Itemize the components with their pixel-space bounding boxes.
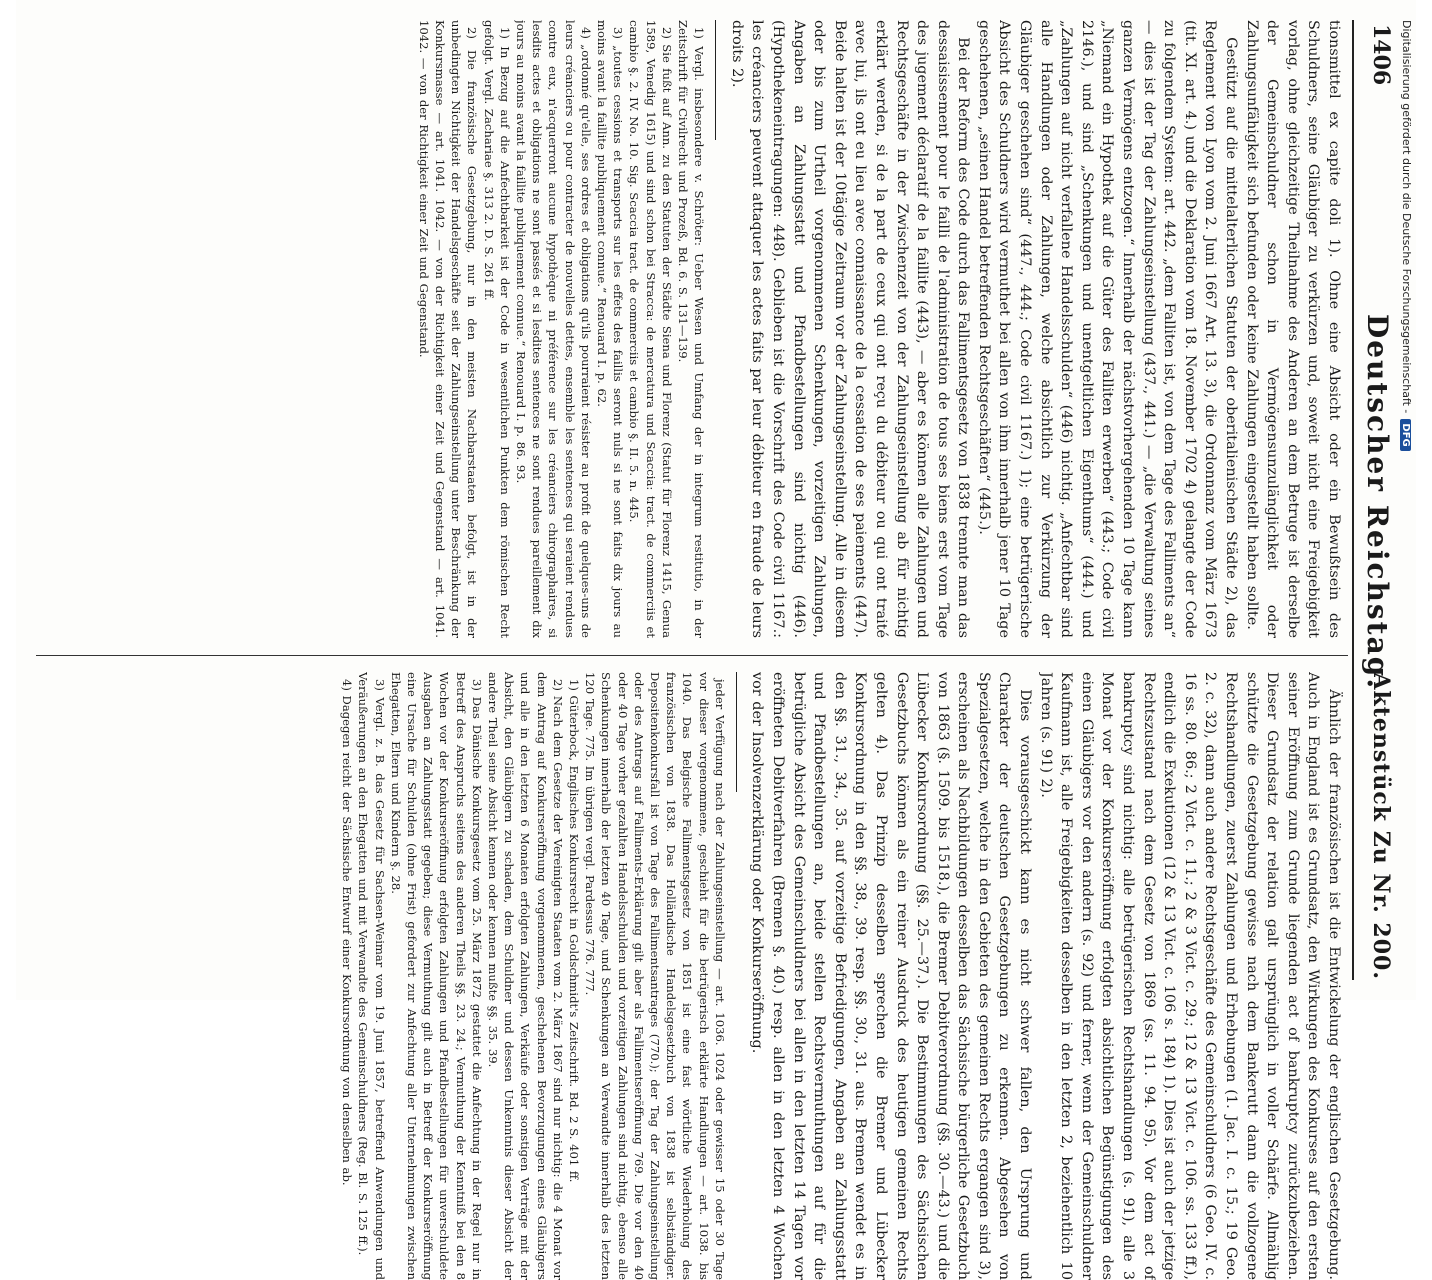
right-column xyxy=(40,672,1344,1280)
footnote: 3) „toutes cessions et transports sur les effets des faillis seront nuls si ne sont faits dix jours au moins avant la faillite publiquement connue.“ Renouard I. p. 62. xyxy=(594,20,626,638)
left-column xyxy=(40,20,1344,638)
footnote: 4) Dagegen reicht der Sächsische Entwurf einer Konkursordnung von denselben ab. xyxy=(340,678,355,1186)
footnote: 1) Güterbock, Englisches Konkursrecht in Goldschmidt's Zeitschrift. Bd. 2 S. 401 ff. xyxy=(566,678,581,1183)
scanned-page xyxy=(16,0,1416,1280)
header-rule xyxy=(1352,20,1354,980)
footnote: 2) Nach dem Gesetze der Vereinigten Staaten vom 2. März 1867 sind nur nichtig: die 4 Monat vor dem Antrag auf Konkurseröffnung vorgenommenen, geschehenen Bevorzugungen eines Gläubigers und alle in den letzten 6 Monaten erfolgten Zahlungen, Verkäufe oder sonstigen Verträge mit der Absicht, den Gläubigern zu schaden, dem Schuldner und dessen Unkenntnis dieser Absicht der andere Theil seine Absicht kennen oder kennen mußte §§. 35. 39. xyxy=(485,672,565,1280)
dfg-logo: DFG xyxy=(1400,419,1411,450)
footnote: jeder Verfügung nach der Zahlungseinstellung — art. 1036. 1024 oder gewisser 15 oder 30 Tage vor dieser vorgenommene, geschieht für die betrügerisch erklärte Handlungen — art. 1038. bis 1040. Das Belgische Fallimentsgesetz von 1851 ist eine fast wörtliche Wiederholung des französischen von 1838. Das Holländische Handelsgesetzbuch von 1838 ist selbständiger. Depositenkonkursfall ist von Tage des Fallimentsantrages (770.); der Tag der Zahlungseinstellung oder des Antrags auf Falliments-Erklärung gilt aber als Fallimentseröffnung 769. Die vor den 40 oder 40 Tage vorher gezahlten Handelsschulden und vorzeitigen Zahlungen sind nichtig, ebenso alle Schenkungen innerhalb der letzten 40 Tage, und Schenkungen an Verwandte innerhalb des letzten 120 Tage. 775. Im übrigen vergl. Pardessus 776. 777. xyxy=(583,672,727,1280)
column-divider xyxy=(36,655,1348,656)
page-header xyxy=(1358,24,1398,980)
body-paragraph: Dies vorausgeschickt kann es nicht schwer fallen, den Ursprung und Charakter der deutschen Gesetzgebungen zu erkennen. Abgesehen von Spezialgesetzen, welche in den Gebieten des gemeinen Rechts ergangen sind 3), erscheinen als Nachbildungen desselben das Sächsische bürgerliche Gesetzbuch von 1863 (§. 1509. bis 1518.), die Bremer Debitverordnung (§§. 30.—43.) und die Lübecker Konkursordnung (§§. 25.—37.). Die Bestimmungen des Sächsischen Gesetzbuchs können als ein reiner Ausdruck des heutigen gemeinen Rechts gelten 4). Das Prinzip desselben sprechen die Bremer und Lübecker Konkursordnung in den §§. 38., 39. resp. §§. 30., 31. aus. Bremen wendet es in den §§. 31., 34., 35. auf vorzeitige Befriedigungen, Angaben an Zahlungsstatt und Pfandbestellungen an, beide stellen Rechtsvermuthungen auf für die betrügliche Absicht des Gemeinschuldners bei allen in den letzten 14 Tagen vor eröffneten Debitverfahren (Bremen §. 40.) resp. allen in den letzten 4 Wochen vor der Insolvenzerklärung oder Konkurseröffnung. xyxy=(749,672,1034,1280)
body-paragraph: Bei der Reform des Code durch das Fallimentsgesetz von 1838 trennte man das dessaisissement pour le failli de l'administration de tous ses biens erst vom Tage des jugement déclaratif de la faillite (443), — aber es können alle Zahlungen und Rechtsgeschäfte in der Zwischenzeit von der Zahlungseinstellung ab für nichtig erklärt werden, si de la part de ceux qui ont reçu du débiteur ou qui ont traité avec lui, ils ont eu lieu avec connaissance de la cessation de ses paiements (447). Beide halten ist der 10tägige Zeitraum vor der Zahlungseinstellung. Alle in diesem oder bis zum Urtheil vorgenommenen Schenkungen, vorzeitigen Zahlungen, Angaben an Zahlungsstatt und Pfandbestellungen sind nichtig (446). (Hypothekeneintragungen: 448). Geblieben ist die Vorschrift des Code civil 1167.: les créanciers peuvent attaquer les actes faits par leur débiteur en fraude de leurs droits 2). xyxy=(728,20,972,638)
digitization-credit xyxy=(1400,20,1413,451)
footnotes xyxy=(416,20,708,638)
footnote-separator xyxy=(715,20,716,140)
footnote: 1) Vergl. insbesondere v. Schröter: Ueber Wesen und Umfang der in integrum restitutio, in der Zeitschrift für Civilrecht und Prozeß, Bd. 6. S. 131—139. xyxy=(675,20,707,638)
footnote: 3) Das Dänische Konkursgesetz vom 25. März 1872 gestattet die Anfechtung in der Regel nur in Betreff des Anspruchs seitens des anderen Theils §§. 23. 24.; Vermuthung der Kenntniß bei den 8 Wochen vor der Konkurseröffnung erfolgten Zahlungen und Pfandbestellungen für unverschuldete Ausgaben an Zahlungsstatt gegeben; diese Vermuthung gilt auch in Betreff der Konkurseröffnung eine Ursache für Schulden (ohne Frist) gefordert zur Anfechtung aller Unternehmungen zwischen Ehegatten, Eltern und Kindern §. 28. xyxy=(388,672,484,1280)
page-title: Deutscher Reichstag. xyxy=(1361,313,1394,691)
footnote: 2) Sie fußt auf Ann. zu den Statuten der Städte Siena und Florenz (Statut für Florenz 1415, Genua 1589, Venedig 1615) und sind schon bei Stracca: de mercatura und Scaccia: tract. de commerciis et cambio §. 2. IV. No. 10. Sig. Scaccia tract. de commerciis et cambio §. II. 5. n. 445. xyxy=(627,20,674,638)
footnote: 4) „ordonné qu'elle, ses ordres et obligations qu'ils pourraient résister au profit de quelques-uns de leurs créanciers ou pour contracter de nouvelles dettes, ensemble les sentences qui seraient rendues contre eux, n'acquerront aucune hypothèque ni préférence sur les créanciers chirographaires, si lesdits actes et obligations ne sont passés et si lesdites sentences ne sont rendues pareillement dix jours au moins avant la faillite publiquement connue.“ Renouard I. p. 86. 93. xyxy=(513,20,593,638)
footnote: 2) Die französische Gesetzgebung, nur in den meisten Nachbarstaaten befolgt, ist in der unbedingten Nichtigkeit der Handelsgeschäfte seit der Zahlungseinstellung unter Beschränkung der Konkursmasse — art. 1041. 1042. — von der Richtigkeit einer Zeit und Gegenstand — art. 1041. 1042. — von der Richtigkeit einer Zeit und Gegenstand. xyxy=(416,20,480,638)
body-paragraph: Gestützt auf die mittelalterlichen Statuten der oberitalienischen Städte 2), das Reglement von Lyon vom 2. Juni 1667 Art. 13. 3), die Ordonnanz vom März 1673 (tit. XI. art. 4.) und die Deklaration vom 18. November 1702 4) gelangte der Code zu folgendem System: art. 442. „dem Falliten ist, von dem Tage des Falliments an“ — dies ist der Tag der Zahlungseinstellung (437., 441.) — „die Verwaltung seines ganzen Vermögens entzogen.“ Innerhalb der nächstvorhergehenden 10 Tage kann „Niemand ein Hypothek auf die Güter des Falliten erwerben“ (443.; Code civil 2146.), und sind „Schenkungen und unentgeltlichen Eigenthums“ (444.) und „Zahlungen auf nicht verfallene Handelsschulden“ (446) nichtig. „Anfechtbar sind alle Handlungen oder Zahlungen, welche absichtlich zur Verkürzung der Gläubiger geschehen sind“ (447., 444.; Code civil 1167.) 1); eine betrügerische Absicht des Schuldners wird vermuthet bei allen von ihm innerhalb jener 10 Tage geschehenen, „seinen Handel betreffenden Rechtsgeschäften“ (445.). xyxy=(975,20,1240,638)
document-reference: Aktenstück Zu Nr. 200. xyxy=(1368,672,1394,980)
footnotes xyxy=(339,672,728,1280)
body-paragraph: Ähnlich der französischen ist die Entwickelung der englischen Gesetzgebung. Auch in England ist es Grundsatz, den Wirkungen des Konkurses auf den ersten seiner Eröffnung zum Grunde liegenden act of bankruptcy zurückzubeziehen. Dieser Grundsatz der relation galt ursprünglich in voller Schärfe. Allmählig schützte die Gesetzgebung gewisse nach dem Bankerutt dann die vollzogene Rechtshandlungen, zuerst Zahlungen und Erhebungen (1. Jac. I. c. 15.; 19 Geo. 2. c. 32), dann auch andere Rechtsgeschäfte des Gemeinschuldners (6 Geo. IV. c. 16 ss. 80. 86.; 2 Vict. c. 11.; 2 & 3 Vict. c. 29.; 12 & 13 Vict. c. 106. ss. 133 ff.), endlich die Exekutionen (12 & 13 Vict. c. 106 s. 184) 1). Dies ist auch der jetzige Rechtszustand nach dem Gesetz von 1869 (ss. 11. 94. 95). Vor dem act of bankruptcy sind nichtig: alle betrügerischen Rechtshandlungen (s. 91), alle 3 Monat vor der Konkurseröffnung erfolgten absichtlichen Begünstigungen des einen Gläubigers vor den andern (s. 92) und ferner, wenn der Gemeinschuldner Kaufmann ist, alle Freigebigkeiten desselben in den letzten 2, beziehentlich 10 Jahren (s. 91) 2). xyxy=(1037,672,1342,1280)
page-number: 1406 xyxy=(1368,24,1394,86)
footnote-separator xyxy=(736,672,737,792)
footnote: 1) In Bezug auf die Anfechtbarkeit ist der Code in wesentlichen Punkten dem römischen Recht gefolgt. Vergl. Zachariae §. 313 2. D. S. 261 ff. xyxy=(481,20,512,638)
footnote: 3) Vergl. z. B. das Gesetz für Sachsen-Weimar vom 19. Juni 1857, betreffend Anwendungen und Veräußerungen an den Ehegatten und mit Verwandte des Gemeinschuldners (Reg. Bl. S. 125 ff.). xyxy=(356,672,387,1280)
credit-text: Digitalisierung gefördert durch die Deutsche Forschungsgemeinschaft - xyxy=(1400,20,1413,414)
body-paragraph: tionsmittel ex capite doli 1). Ohne eine Absicht oder ein Bewußtsein des Schuldners, seine Gläubiger zu verkürzen und, soweit nicht eine Freigebigkeit vorlag, ohne gleichzeitige Theilnahme des Anderen an dem Betruge ist derselbe der Gemeinschuldner schon in Vermögensunzulänglichkeit oder Zahlungsunfähigkeit sich befunden oder keine Zahlungen eingestellt haben sollte. xyxy=(1243,20,1342,638)
